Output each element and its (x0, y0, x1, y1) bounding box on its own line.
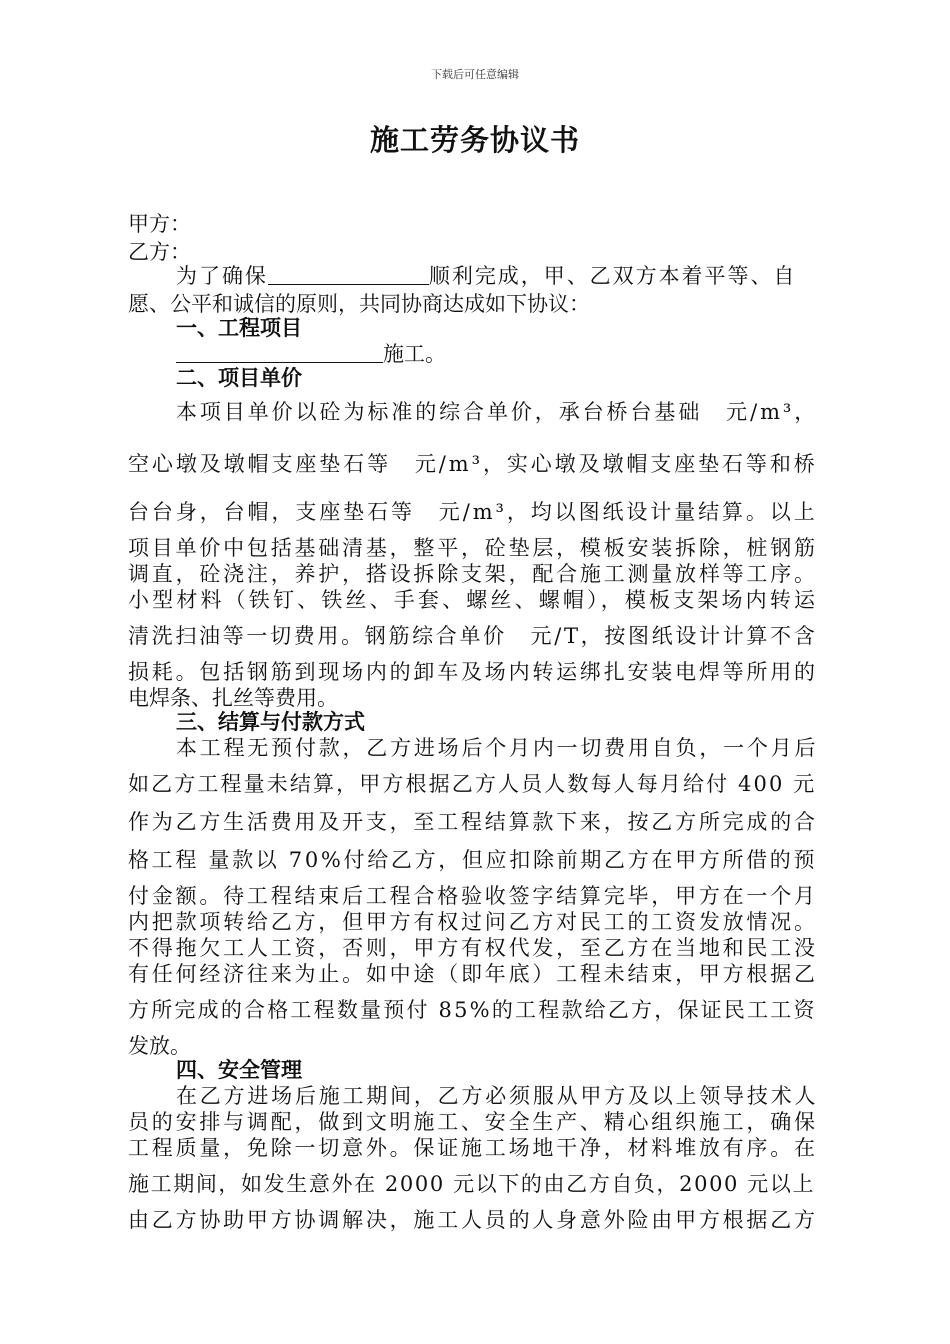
body-text-line: 在乙方进场后施工期间，乙方必须服从甲方及以上领导技术人 (176, 1084, 819, 1108)
body-text-line: 格工程 量款以 70%付给乙方，但应扣除前期乙方在甲方所借的预 (128, 848, 818, 872)
body-text-line: 作为乙方生活费用及开支，至工程结算款下来，按乙方所完成的合 (128, 810, 818, 834)
section-heading: 三、结算与付款方式 (176, 709, 365, 734)
body-text-line: 小型材料（铁钉、铁丝、手套、螺丝、螺帽），模板支架场内转运 (128, 588, 819, 612)
body-text-line: 项目单价中包括基础清基，整平，砼垫层，模板安装拆除，桩钢筋 (128, 536, 818, 560)
body-text-line: 如乙方工程量未结算，甲方根据乙方人员人数每人每月给付 400 元 (128, 772, 817, 796)
section-heading: 四、安全管理 (176, 1057, 302, 1082)
body-text-line: 本项目单价以砼为标准的综合单价，承台桥台基础 元/m³， (176, 400, 819, 424)
body-text-line: 乙方： (128, 240, 191, 264)
body-text-line: 施工期间，如发生意外在 2000 元以下的由乙方自负，2000 元以上 (128, 1172, 816, 1196)
body-text-line: 愿、公平和诚信的原则，共同协商达成如下协议： (128, 292, 590, 316)
body-text-line: 发放。 (128, 1034, 191, 1058)
page-header-note: 下载后可任意编辑 (431, 68, 519, 81)
body-text-line: 由乙方协助甲方协调解决，施工人员的人身意外险由甲方根据乙方 (128, 1208, 818, 1232)
body-text-line: 方所完成的合格工程数量预付 85%的工程款给乙方，保证民工工资 (128, 998, 817, 1022)
body-text-line: 本工程无预付款，乙方进场后个月内一切费用自负，一个月后 (176, 736, 819, 760)
body-text-line: 损耗。包括钢筋到现场内的卸车及场内转运绑扎安装电焊等所用的 (128, 660, 818, 684)
section-heading: 二、项目单价 (176, 365, 302, 390)
body-text-line: 施工。 (176, 340, 446, 368)
body-text-line: 清洗扫油等一切费用。钢筋综合单价 元/T，按图纸设计计算不含 (128, 624, 818, 648)
section-heading: 一、工程项目 (176, 315, 302, 340)
body-text-line: 甲方： (128, 212, 191, 236)
body-text-line: 台台身，台帽，支座垫石等 元/m³，均以图纸设计量结算。以上 (128, 500, 818, 524)
body-text-line: 付金额。待工程结束后工程合格验收签字结算完毕，甲方在一个月 (128, 884, 818, 908)
body-text-line: 为了确保 顺利完成，甲、乙双方本着平等、自 (176, 264, 797, 288)
fill-in-blank (176, 342, 383, 363)
body-text-line: 有任何经济往来为止。如中途（即年底）工程未结束，甲方根据乙 (128, 962, 818, 986)
body-text-line: 电焊条、扎丝等费用。 (128, 686, 338, 710)
body-text-line: 员的安排与调配，做到文明施工、安全生产、精心组织施工，确保 (128, 1110, 818, 1134)
body-text-line: 内把款项转给乙方，但甲方有权过问乙方对民工的工资发放情况。 (128, 910, 818, 934)
body-text-line: 不得拖欠工人工资，否则，甲方有权代发，至乙方在当地和民工没 (128, 936, 818, 960)
fill-in-blank (268, 264, 429, 285)
body-text-line: 工程质量，免除一切意外。保证施工场地干净，材料堆放有序。在 (128, 1136, 818, 1160)
body-text-line: 空心墩及墩帽支座垫石等 元/m³，实心墩及墩帽支座垫石等和桥 (128, 452, 818, 476)
body-text-line: 调直，砼浇注，养护，搭设拆除支架，配合施工测量放样等工序。 (128, 562, 818, 586)
document-title: 施工劳务协议书 (369, 123, 580, 157)
